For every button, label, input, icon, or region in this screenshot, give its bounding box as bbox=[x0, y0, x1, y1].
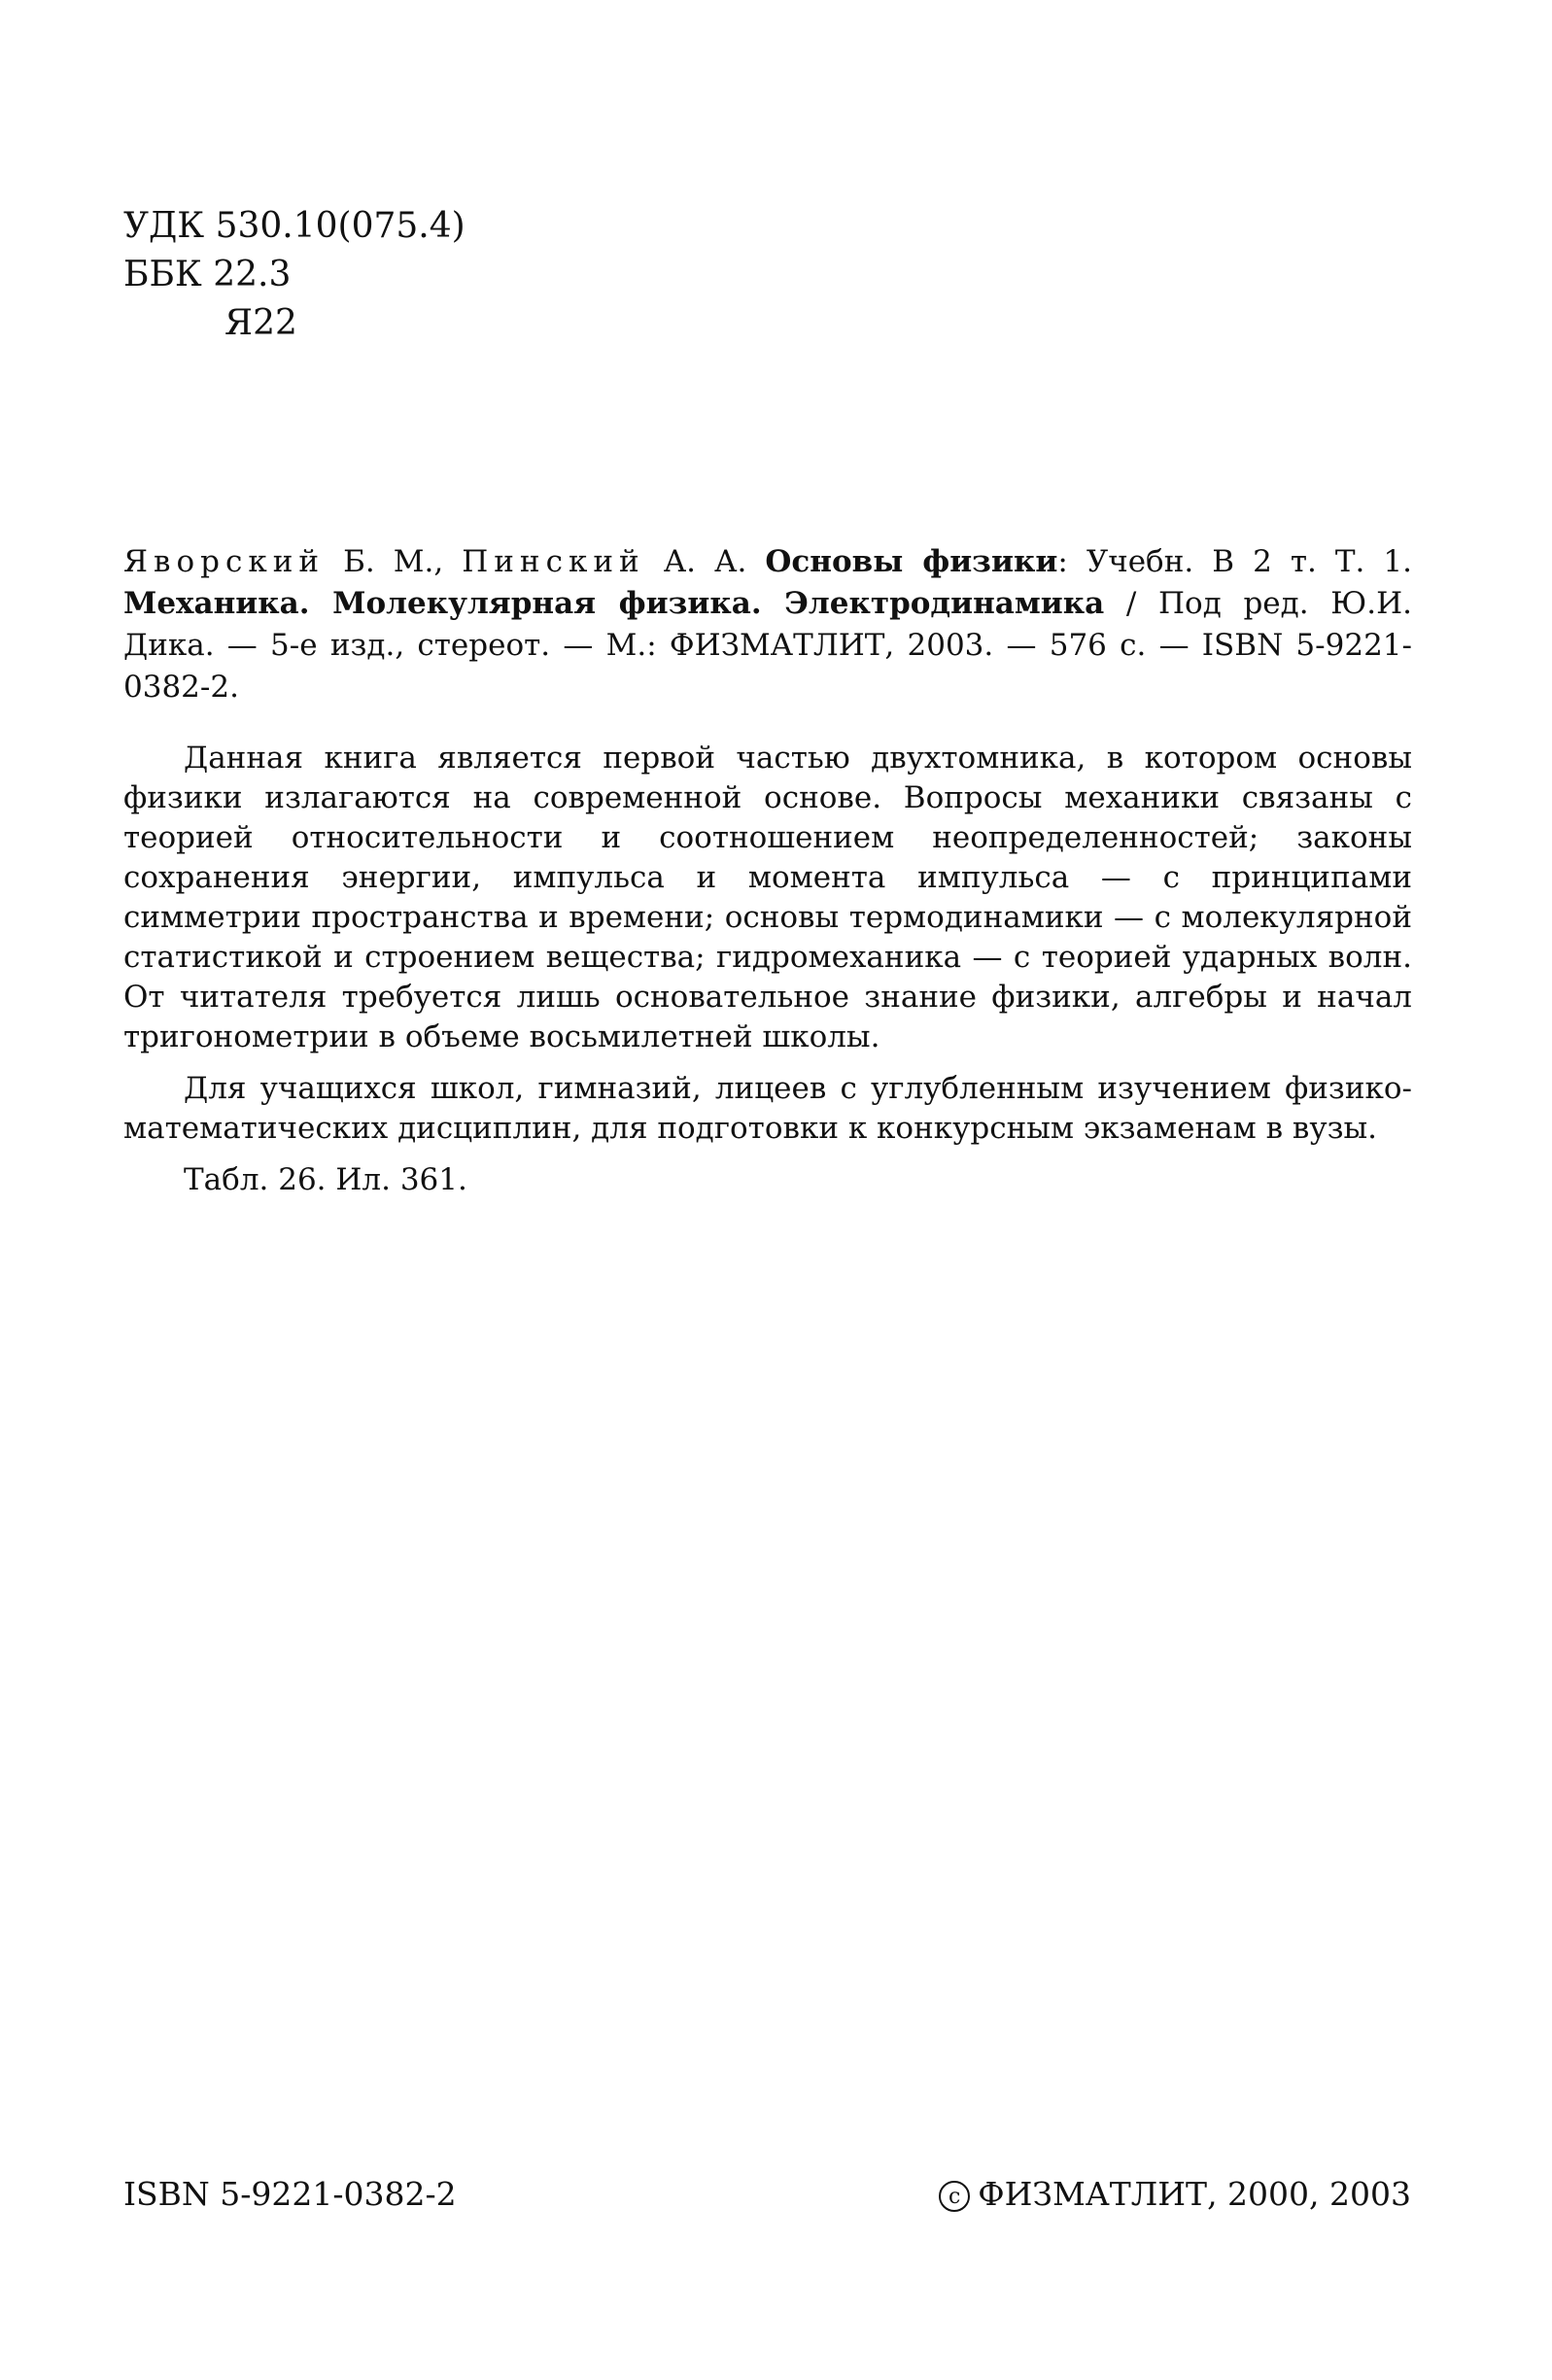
footer-isbn: ISBN 5-9221-0382-2 bbox=[123, 2175, 457, 2213]
title-suffix: : Учебн. В 2 т. Т. 1. bbox=[1057, 544, 1412, 579]
annotation-paragraph-3: Табл. 26. Ил. 361. bbox=[184, 1162, 467, 1197]
volume-title: Механика. Молекулярная физика. Электродинамика bbox=[123, 586, 1105, 621]
annotation-paragraph-1: Данная книга является первой частью двухтомника, в котором основы физики излагаются на современной основе. Вопросы механики связаны с теорией относительности и соотношением неопределенностей; законы сохранения энергии, импульса и момента импульса — с принципами симметрии пространства и времени; основы термодинамики — с молекулярной статистикой и строением вещества; гидромеханика — с теорией ударных волн. От читателя требуется лишь основательное знание физики, алгебры и начал тригонометрии в объеме восьмилетней школы. bbox=[123, 741, 1412, 1054]
copyright-icon: c bbox=[939, 2181, 970, 2212]
bibliographic-record bbox=[123, 541, 1412, 708]
classification-block bbox=[123, 202, 466, 348]
author-surname-1: Яворский bbox=[123, 544, 326, 579]
bbk-code: ББК 22.3 bbox=[123, 255, 292, 294]
author-initials-2: А. А. bbox=[663, 544, 747, 579]
annotation-paragraph-2: Для учащихся школ, гимназий, лицеев с углубленным изучением физико-математических дисциплин, для подготовки к конкурсным экзаменам в вузы. bbox=[123, 1071, 1412, 1146]
copyright-text: ФИЗМАТЛИТ, 2000, 2003 bbox=[978, 2175, 1411, 2213]
book-title: Основы физики bbox=[765, 544, 1058, 579]
author-initials-1: Б. М., bbox=[343, 544, 444, 579]
udc-code: УДК 530.10(075.4) bbox=[123, 206, 466, 246]
footer-copyright bbox=[939, 2175, 1411, 2213]
annotation bbox=[123, 739, 1412, 1212]
publication-details: / Под ред. Ю.И. Дика. — 5-е изд., стереот. — М.: ФИЗМАТЛИТ, 2003. — 576 с. — ISBN 5-9221-0382-2. bbox=[123, 586, 1412, 705]
author-surname-2: Пинский bbox=[462, 544, 645, 579]
author-mark: Я22 bbox=[224, 303, 297, 343]
